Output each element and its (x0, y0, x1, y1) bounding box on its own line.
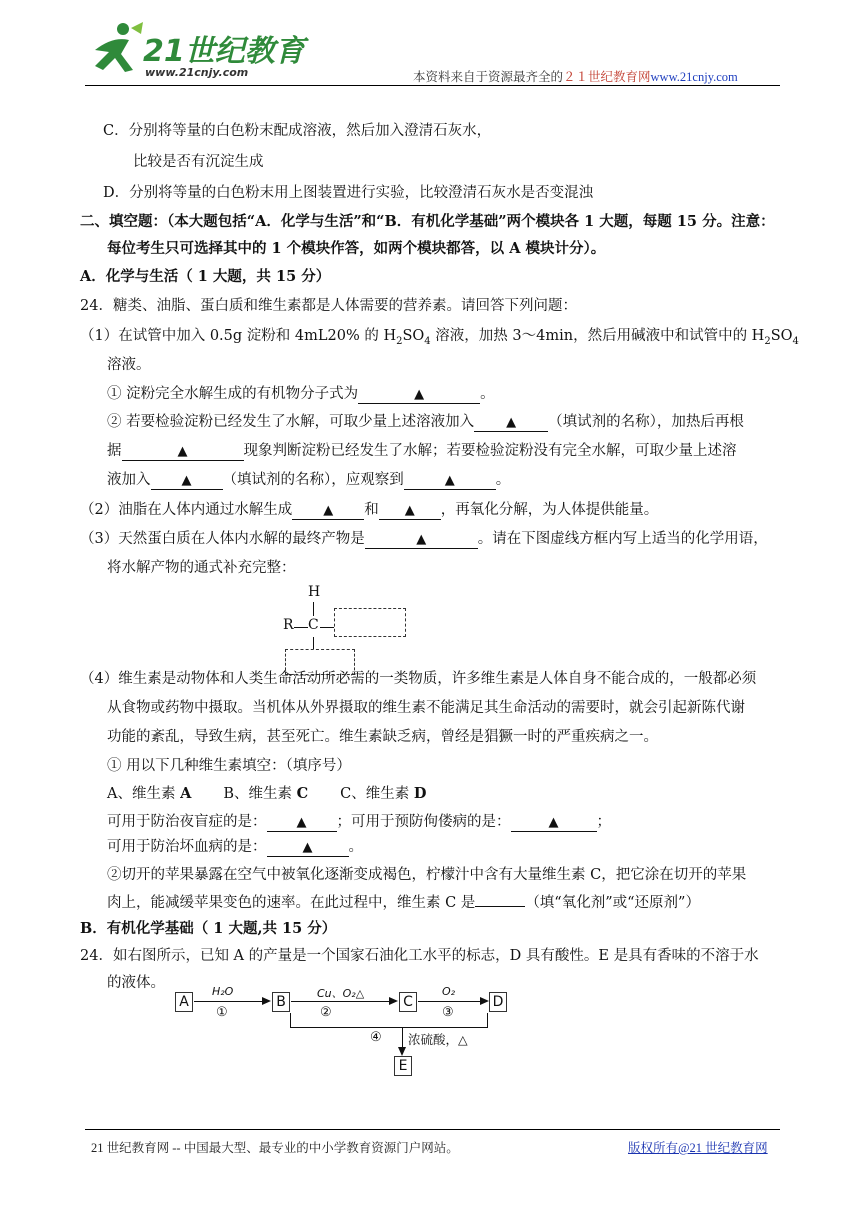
part-1-i: ① 淀粉完全水解生成的有机物分子式为 ▲ 。 (107, 386, 495, 402)
step-2: ② (320, 1005, 332, 1020)
node-b: B (272, 992, 290, 1012)
node-d: D (489, 992, 507, 1012)
part-4-ii-line2: 肉上，能减缓苹果变色的速率。在此过程中，维生素 C 是 （填“氧化剂”或“还原剂”） (107, 895, 700, 911)
reaction-scheme (170, 985, 510, 1080)
question-b-line1: 24．如右图所示，已知 A 的产量是一个国家石油化工水平的标志，D 具有酸性。E 是具有香味的不溶于水 (80, 948, 759, 964)
arrow-3-head-icon (480, 997, 489, 1005)
part-4-line3: 功能的紊乱，导致生病，甚至死亡。维生素缺乏病，曾经是猖獗一时的严重疾病之一。 (107, 729, 658, 745)
arrow-1-head-icon (262, 997, 271, 1005)
arrow-4 (402, 1027, 403, 1049)
part-4-i: ① 用以下几种维生素填空：（填序号） (107, 758, 351, 774)
part-1-line1: （1）在试管中加入 0.5g 淀粉和 4mL20% 的 $H_2SO_4$ 溶液，加热 3～4min，然后用碱液中和试管中的 $H_2SO_4$ (80, 328, 799, 347)
condition-4: 浓硫酸，△ (408, 1032, 468, 1047)
section-a-heading: A．化学与生活（ 1 大题，共 15 分） (80, 268, 331, 285)
answer-blank[interactable]: ▲ (122, 444, 244, 461)
amino-acid-structure (280, 584, 410, 679)
arrow-3 (418, 1001, 481, 1002)
atom-h: H (308, 584, 321, 600)
node-c: C (399, 992, 417, 1012)
fill-line-2: 可用于防治坏血病的是： ▲ 。 (107, 839, 363, 855)
atom-c: C (308, 617, 319, 633)
logo-url: www.21cnjy.com (145, 66, 249, 79)
part-3-line2: 将水解产物的通式补充完整： (107, 560, 296, 576)
option-d: D．分别将等量的白色粉末用上图装置进行实验，比较澄清石灰水是否变混浊 (103, 185, 594, 201)
part-1-ii-line1: ② 若要检验淀粉已经发生了水解，可取少量上述溶液加入 ▲ （填试剂的名称），加热后再根 (107, 414, 744, 430)
option-c-line2: 比较是否有沉淀生成 (133, 154, 264, 170)
node-a: A (175, 992, 193, 1012)
footer-right-link[interactable]: 版权所有@21 世纪教育网 (628, 1141, 768, 1155)
arrow-1 (194, 1001, 264, 1002)
part-1-line2: 溶液。 (107, 357, 151, 373)
atom-r: R (283, 617, 294, 633)
section-2-heading-line1: 二、填空题：（本大题包括“A．化学与生活”和“B．有机化学基础”两个模块各 1 大题，每题 15 分。注意： (80, 213, 775, 230)
answer-blank[interactable]: ▲ (151, 473, 223, 490)
answer-box-right[interactable] (334, 608, 406, 637)
arrow-4-head-icon (398, 1047, 406, 1056)
vitamin-options: A、维生素 A B、维生素 C C、维生素 D (107, 785, 427, 802)
footer-left: 21 世纪教育网 -- 中国最大型、最专业的中小学教育资源门户网站。 (91, 1141, 459, 1155)
step-1: ① (216, 1005, 228, 1020)
fill-line-1: 可用于防治夜盲症的是： ▲ ；可用于预防佝偻病的是： ▲ ； (107, 814, 611, 830)
arrow-2-head-icon (389, 997, 398, 1005)
reagent-3: O₂ (442, 985, 456, 998)
answer-blank[interactable]: ▲ (358, 387, 480, 404)
section-2-heading-line2: 每位考生只可选择其中的 1 个模块作答，如两个模块都答，以 A 模块计分）。 (107, 240, 606, 257)
part-1-ii-line2: 据 ▲ 现象判断淀粉已经发生了水解；若要检验淀粉没有完全水解，可取少量上述溶 (107, 443, 737, 459)
arrow-2 (291, 1001, 391, 1002)
answer-blank[interactable]: ▲ (511, 815, 597, 832)
header-logo (85, 20, 305, 82)
footer-rule (85, 1129, 780, 1130)
question-24: 24．糖类、油脂、蛋白质和维生素都是人体需要的营养素。请回答下列问题： (80, 298, 577, 314)
header-rule (85, 85, 780, 86)
part-4-line2: 从食物或药物中摄取。当机体从外界摄取的维生素不能满足其生命活动的需要时，就会引起新陈代谢 (107, 700, 745, 716)
part-2: （2）油脂在人体内通过水解生成 ▲ 和 ▲ ，再氧化分解，为人体提供能量。 (80, 502, 659, 518)
option-c-line1: C．分别将等量的白色粉末配成溶液，然后加入澄清石灰水， (103, 123, 492, 139)
reagent-2: Cu、O₂△ (317, 987, 365, 1000)
answer-blank[interactable] (475, 906, 525, 907)
reagent-1: H₂O (212, 985, 234, 998)
question-b-line2: 的液体。 (107, 975, 165, 991)
answer-blank[interactable]: ▲ (404, 473, 496, 490)
section-b-heading: B．有机化学基础（ 1 大题,共 15 分） (80, 920, 337, 937)
step-3: ③ (442, 1005, 454, 1020)
answer-blank[interactable]: ▲ (267, 840, 349, 857)
answer-blank[interactable]: ▲ (292, 503, 364, 520)
step-4: ④ (370, 1030, 382, 1045)
answer-blank[interactable]: ▲ (267, 815, 337, 832)
part-4-line1: （4）维生素是动物体和人类生命活动所必需的一类物质，许多维生素是人体自身不能合成的，一般都必须 (80, 671, 757, 687)
answer-blank[interactable]: ▲ (365, 532, 478, 549)
part-3-line1: （3）天然蛋白质在人体内水解的最终产物是 ▲ 。请在下图虚线方框内写上适当的化学用语， (80, 531, 768, 547)
part-4-ii-line1: ②切开的苹果暴露在空气中被氧化逐渐变成褐色，柠檬汁中含有大量维生素 C，把它涂在切开的苹果 (107, 867, 747, 883)
answer-blank[interactable]: ▲ (379, 503, 441, 520)
logo-text: 21世纪教育 (143, 34, 305, 69)
node-e: E (394, 1056, 412, 1076)
part-1-ii-line3: 液加入 ▲ （填试剂的名称），应观察到 ▲ 。 (107, 472, 511, 488)
answer-blank[interactable]: ▲ (474, 415, 548, 432)
header-note: 本资料来自于资源最齐全的２１世纪教育网www.21cnjy.com (413, 70, 738, 84)
runner-logo-icon (85, 20, 145, 78)
